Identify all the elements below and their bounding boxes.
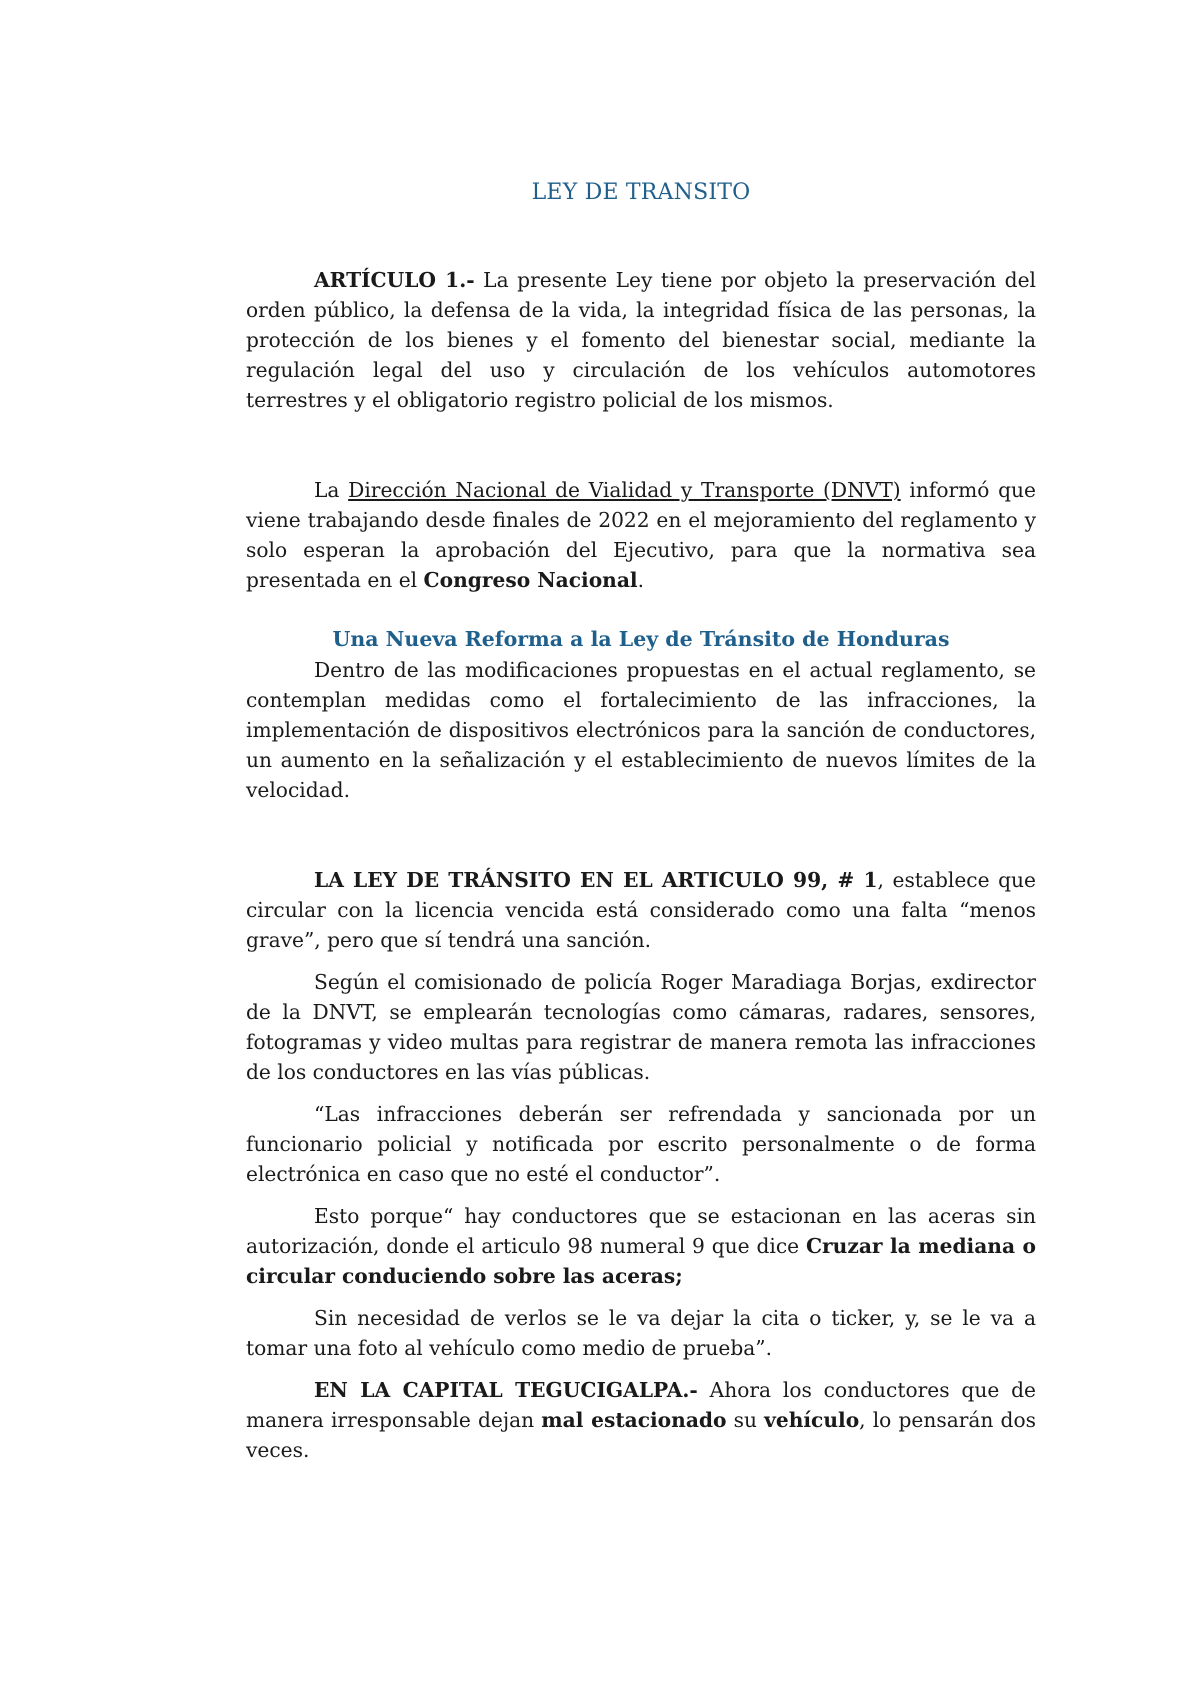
- article-1-label: ARTÍCULO 1.-: [314, 268, 475, 292]
- article-1-text: La presente Ley tiene por objeto la preservación del orden público, la defensa de la vida, la integridad física de las personas, la protección de los bienes y el fomento del bienestar social, mediante la regulación legal del uso y circulación de los vehículos automotores terrestres y el obligatorio registro policial de los mismos.: [246, 268, 1037, 412]
- article-99-label: LA LEY DE TRÁNSITO EN EL ARTICULO 99, # 1: [314, 868, 878, 892]
- article-99-paragraph: [246, 865, 1036, 955]
- section-subtitle: Una Nueva Reforma a la Ley de Tránsito de Honduras: [332, 627, 950, 651]
- dnvt-paragraph: [246, 475, 1036, 595]
- document-title: LEY DE TRANSITO: [531, 180, 751, 205]
- dnvt-text: informó que viene trabajando desde finales de 2022 en el mejoramiento del reglamento y solo esperan la aprobación del Ejecutivo, para que la normativa sea presentada en el: [246, 478, 1036, 592]
- ticket-paragraph: Sin necesidad de verlos se le va dejar la cita o ticker, y, se le va a tomar una foto al vehículo como medio de prueba”.: [246, 1306, 1036, 1360]
- dnvt-suffix: .: [637, 568, 645, 592]
- document-body: [246, 180, 1036, 1465]
- article-98-text: Esto porque“ hay conductores que se estacionan en las aceras sin autorización, donde el articulo 98 numeral 9 que dice: [246, 1204, 1036, 1258]
- article-98-paragraph: [246, 1201, 1036, 1291]
- congreso-nacional: Congreso Nacional: [423, 568, 638, 592]
- article-99-text: , establece que circular con la licencia vencida está considerado como una falta “menos grave”, pero que sí tendrá una sanción.: [246, 868, 1036, 952]
- commissioner-paragraph: Según el comisionado de policía Roger Maradiaga Borjas, exdirector de la DNVT, se emplearán tecnologías como cámaras, radares, sensores, fotogramas y video multas para registrar de manera remota las infracciones de los conductores en las vías públicas.: [246, 970, 1036, 1084]
- capital-label: EN LA CAPITAL TEGUCIGALPA.-: [314, 1378, 698, 1402]
- capital-text-2: su: [726, 1408, 765, 1432]
- quote-paragraph: “Las infracciones deberán ser refrendada y sancionada por un funcionario policial y notificada por escrito personalmente o de forma electrónica en caso que no esté el conductor”.: [246, 1102, 1036, 1186]
- article-1-paragraph: [246, 265, 1036, 415]
- dnvt-prefix: La: [314, 478, 349, 502]
- article-98-rule: Cruzar la mediana o circular conduciendo sobre las aceras;: [246, 1234, 1037, 1288]
- reform-paragraph: Dentro de las modificaciones propuestas en el actual reglamento, se contemplan medidas como el fortalecimiento de las infracciones, la implementación de dispositivos electrónicos para la sanción de conductores, un aumento en la señalización y el establecimiento de nuevos límites de la velocidad.: [246, 658, 1036, 802]
- dnvt-link[interactable]: Dirección Nacional de Vialidad y Transporte (DNVT): [348, 478, 901, 502]
- capital-text-1: Ahora los conductores que de manera irresponsable dejan: [246, 1378, 1036, 1432]
- capital-bold-parking: mal estacionado: [541, 1408, 727, 1432]
- capital-paragraph: [246, 1375, 1036, 1465]
- capital-text-3: , lo pensarán dos veces.: [246, 1408, 1036, 1462]
- capital-bold-vehicle: vehículo: [764, 1408, 860, 1432]
